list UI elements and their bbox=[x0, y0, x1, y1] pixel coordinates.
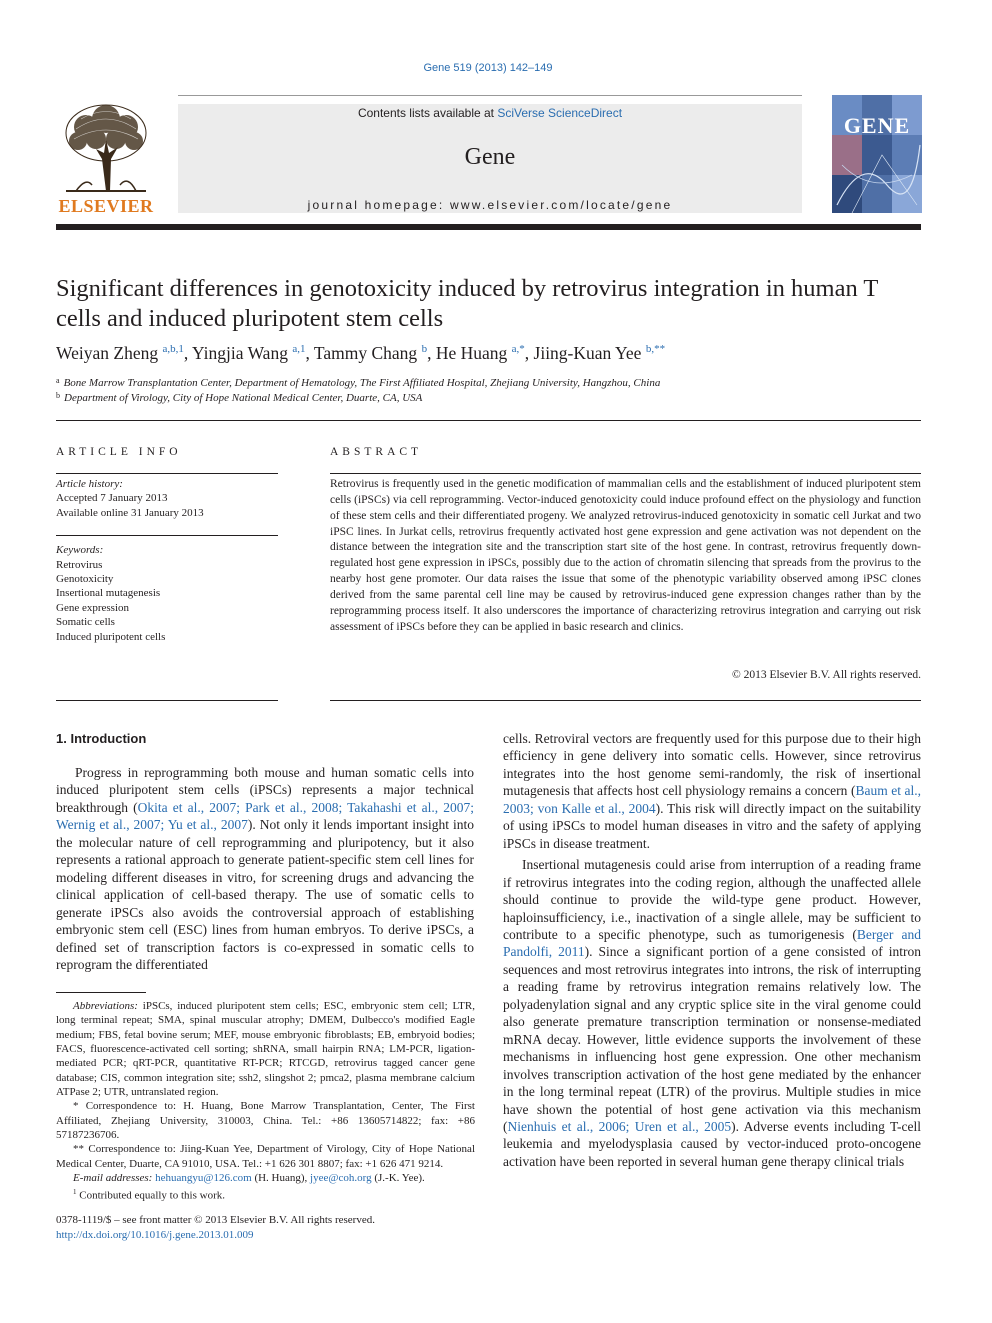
divider bbox=[56, 420, 921, 421]
journal-masthead bbox=[178, 104, 802, 213]
body-right-column bbox=[503, 730, 921, 1170]
contents-line: Contents lists available at SciVerse ScienceDirect bbox=[357, 106, 623, 120]
email-note: E-mail addresses: hehuangyu@126.com (H. Huang), jyee@coh.org (J.-K. Yee). bbox=[73, 1172, 425, 1185]
footnotes bbox=[56, 999, 475, 1203]
section-heading: 1. Introduction bbox=[56, 731, 147, 746]
affiliation-b: $^b$ Department of Virology, City of Hope National Medical Center, Duarte, CA, USA bbox=[56, 391, 423, 404]
divider bbox=[330, 473, 921, 474]
citation-link[interactable]: Baum et al., 2003; von Kalle et al., 2004 bbox=[503, 783, 922, 816]
author-list: Weiyan Zheng $^{a,b,1}$, Yingjia Wang $^{a,1}$, Tammy Chang $^b$, He Huang $^{a,*}$, Jiing-Kuan Yee $^{b,**}$ bbox=[56, 343, 666, 363]
text-run: ). Not only it lends important insight into the molecular nature of cell reprogramming and pluripotency, but it also represents a rational approach to generate patient-specific stem cell lines for modeling different diseases in vitro, for screening drugs and advancing the clinical application of cell-based therapy. The use of somatic cells to generate iPSCs also avoids the controversial approach of establishing embryonic stem cell (ESC) lines from human embryos. To derive iPSCs, a defined set of transcription factors is co-expressed in somatic cells to reprogram the differentiated bbox=[56, 817, 474, 972]
keyword: Gene expression bbox=[56, 601, 130, 614]
correspondence-note-1: * Correspondence to: H. Huang, Bone Marrow Transplantation, Center, The First Affiliated, Zhejiang University, 310003, China. Tel.: +86 13605714822; fax: +86 57187236706. bbox=[56, 1100, 475, 1142]
journal-homepage[interactable]: journal homepage: www.elsevier.com/locate/gene bbox=[307, 198, 673, 212]
author-name: Weiyan Zheng bbox=[56, 343, 159, 363]
sciencedirect-link[interactable]: SciVerse ScienceDirect bbox=[497, 106, 623, 120]
author-name: Tammy Chang bbox=[313, 343, 418, 363]
journal-cover-image bbox=[832, 95, 922, 213]
contribution-note: $^1$ Contributed equally to this work. bbox=[73, 1188, 225, 1203]
divider bbox=[330, 700, 921, 701]
cover-title: GENE bbox=[843, 113, 911, 138]
paragraph bbox=[56, 764, 474, 973]
keywords-label: Keywords: bbox=[56, 544, 104, 557]
abstract-text: Retrovirus is frequently used in the genetic modification of mammalian cells and the establishment of induced pluripotent stem cells (iPSCs) via cell reprogramming. Vector-induced genotoxicity could induce profound effect on the physiology and function of these stem cells and their differentiated progeny. We analyzed retrovirus-induced genotoxicity in somatic cell Jurkat and two iPSC lines. In Jurkat cells, retrovirus frequently activated host gene expression and gene activation was not dependent on the distance between the integration site and the transcription start site of the host gene. In contrast, retrovirus frequently down-regulated host gene expression in iPSCs, possibly due to the action of chromatin silencing that spreads from the provirus to the nearby host gene promoter. Our data raises the issue that some of the phenotypic variability observed among iPSC clones derived from the same parental cell line may be caused by retrovirus-induced gene expression changes rather than by the reprogramming process itself. It also underscores the importance of characterizing retrovirus integration and carrying out risk assessment of iPSCs before they can be applied in basic research and clinics. bbox=[330, 478, 921, 633]
author-name: Yingjia Wang bbox=[191, 343, 288, 363]
author-affiliation-marker[interactable]: a,1 bbox=[292, 343, 306, 355]
journal-citation-link[interactable]: Gene 519 (2013) 142–149 bbox=[423, 62, 553, 74]
text-run: Progress in reprogramming both mouse and human somatic cells into induced pluripotent stem cells (iPSCs) represents a major technical breakthrough ( bbox=[56, 765, 474, 815]
affiliation-a: $^a$ Bone Marrow Transplantation Center, Department of Hematology, The First Affiliated Hospital, Zhejiang University, Hangzhou, China bbox=[56, 376, 661, 389]
citation-link[interactable]: Berger and Pandolfi, 2011 bbox=[503, 926, 921, 960]
citation-link[interactable]: Nienhuis et al., 2006; Uren et al., 2005 bbox=[507, 1118, 732, 1134]
divider bbox=[56, 520, 278, 536]
author-name: He Huang bbox=[435, 343, 508, 363]
author-affiliation-marker[interactable]: b bbox=[421, 343, 428, 355]
article-title: Significant differences in genotoxicity induced by retrovirus integration in human T cells and induced pluripotent stem cells bbox=[56, 275, 878, 332]
online-date: Available online 31 January 2013 bbox=[56, 506, 204, 519]
divider bbox=[56, 700, 278, 701]
article-info-heading: ARTICLE INFO bbox=[56, 446, 182, 458]
history-label: Article history: bbox=[56, 478, 123, 490]
elsevier-wordmark: ELSEVIER bbox=[58, 196, 154, 216]
bottom-info bbox=[56, 1213, 476, 1242]
header-rule bbox=[56, 224, 921, 230]
abstract-heading: ABSTRACT bbox=[330, 446, 423, 458]
text-run: ). This risk will directly impact on the suitability of using iPSCs to model human diseases in vitro and the safety of applying iPSCs in disease treatment. bbox=[503, 800, 921, 851]
article-info bbox=[56, 477, 278, 644]
masthead-top-rule bbox=[178, 95, 802, 96]
accepted-date: Accepted 7 January 2013 bbox=[56, 492, 168, 505]
text-run: Insertional mutagenesis could arise from interruption of a reading frame if retrovirus integrates into the coding region, although the unaffected allele should continue to provide the wild-type gene product. However, haploinsufficiency, i.e., inactivation of a single allele, may be sufficient to contribute to a specific phenotype, such as tumorigenesis ( bbox=[503, 857, 921, 942]
abbreviations-note: Abbreviations: iPSCs, induced pluripotent stem cells; ESC, embryonic stem cell; LTR, long terminal repeat; SMA, spinal muscular atrophy; DMEM, Dulbecco's modified Eagle medium; FBS, fetal bovine serum; MEF, mouse embryonic fibroblasts; EB, embryoid bodies; FACS, fluorescence-activated cell sorting; shRNA, small hairpin RNA; LM-PCR, ligation-mediated PCR; qRT-PCR, quantitative RT-PCR; RTCGD, retrovirus tagged cancer gene database; CIS, common integration site; ssh2, slingshot 2; pmca2, plasma membrane calcium ATPase 2; UTR, untranslated region. bbox=[56, 1000, 475, 1099]
author-affiliation-marker[interactable]: a,* bbox=[511, 343, 525, 355]
copyright-notice: © 2013 Elsevier B.V. All rights reserved. bbox=[732, 669, 921, 681]
divider bbox=[56, 473, 278, 474]
author-affiliation-marker[interactable]: a,b,1 bbox=[162, 343, 184, 355]
email-link-yee[interactable]: jyee@coh.org bbox=[310, 1172, 372, 1185]
text-run: cells. Retroviral vectors are frequently used for this purpose due to their high efficiency in gene delivery into somatic cells. However, since retrovirus integrates into the host genome semi-randomly, the risk of insertional mutagenesis that affects host cell physiology remains a concern ( bbox=[503, 731, 921, 799]
text-run: ). Adverse events including T-cell leukemia and myelodysplasia caused by vector-induced proto-oncogene activation have been reported in several human gene therapy clinical trials bbox=[503, 1118, 921, 1169]
text-run: ). Since a significant portion of a gene consisted of intron sequences and most retrovirus integrates into introns, the risk of interrupting a reading frame by retrovirus integration remains relatively low. The polyadenylation signal and any cryptic splice site in the viral genome could also generate premature transcription termination or nonsense-mediated mRNA decay. However, little evidence supports the involvement of these mechanisms in influencing host gene expression. One other mechanism involves transcription activation of the host gene mediated by the enhancer in the long terminal repeat (LTR) of the provirus. Multiple studies in mice have shown the potential of host gene activation via this mechanism ( bbox=[503, 944, 922, 1134]
correspondence-note-2: ** Correspondence to: Jiing-Kuan Yee, Department of Virology, City of Hope National Medical Center, Duarte, CA 91010, USA. Tel.: +1 626 301 8807; fax: +1 626 471 9214. bbox=[56, 1143, 475, 1170]
body-left-column bbox=[56, 764, 474, 973]
doi-link[interactable]: http://dx.doi.org/10.1016/j.gene.2013.01.009 bbox=[56, 1228, 254, 1241]
journal-name: Gene bbox=[464, 144, 516, 170]
footnote-rule bbox=[56, 992, 146, 993]
issn-line: 0378-1119/$ – see front matter © 2013 Elsevier B.V. All rights reserved. bbox=[56, 1214, 375, 1226]
keyword: Insertional mutagenesis bbox=[56, 587, 161, 600]
keyword-list bbox=[56, 558, 278, 644]
paragraph bbox=[503, 856, 921, 1170]
keyword: Genotoxicity bbox=[56, 573, 114, 586]
keyword: Somatic cells bbox=[56, 616, 115, 629]
author-name: Jiing-Kuan Yee bbox=[533, 343, 642, 363]
citation-link[interactable]: Okita et al., 2007; Park et al., 2008; Takahashi et al., 2007; Wernig et al., 2007; Yu et al., 2007 bbox=[56, 799, 474, 833]
email-link-huang[interactable]: hehuangyu@126.com bbox=[155, 1172, 252, 1185]
paragraph bbox=[503, 730, 921, 852]
keyword: Retrovirus bbox=[56, 558, 103, 571]
author-affiliation-marker[interactable]: b,** bbox=[645, 343, 666, 355]
keyword: Induced pluripotent cells bbox=[56, 630, 166, 643]
